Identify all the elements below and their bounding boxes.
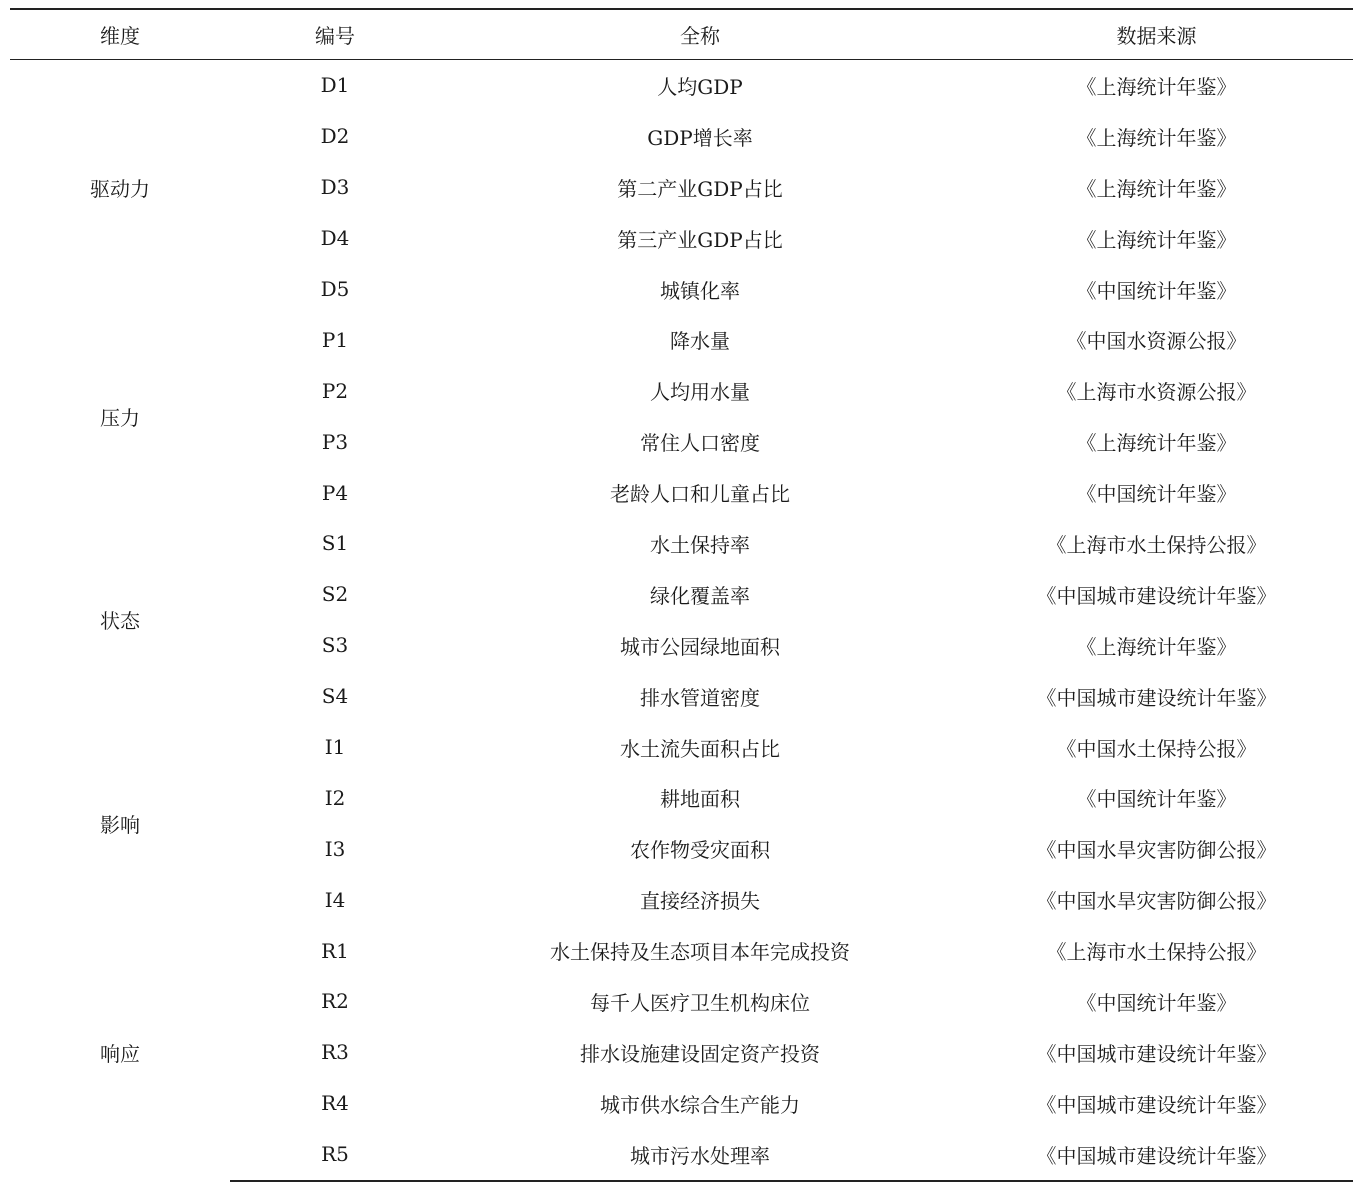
header-code: 编号 [230,9,440,60]
code-cell: S4 [321,684,349,709]
table-row [10,518,1353,569]
source-cell: 《中国城市建设统计年鉴》 [1036,1092,1277,1117]
full-name-cell: 人均用水量 [650,380,750,405]
table-body [10,60,1353,1181]
full-name-cell: 城镇化率 [660,278,740,303]
table-row [10,722,1353,773]
code-cell: R4 [321,1091,349,1116]
full-name-cell: 耕地面积 [660,787,740,812]
table-row [10,314,1353,365]
header-dimension: 维度 [10,9,230,60]
full-name-cell: 城市污水处理率 [440,1129,960,1181]
source-cell: 《上海市水土保持公报》 [1046,940,1267,965]
code-cell: R2 [321,989,349,1014]
code-cell: S1 [321,531,349,556]
full-name-cell: 老龄人口和儿童占比 [610,482,790,507]
source-cell: 《中国统计年鉴》 [1076,787,1237,812]
code-cell: P4 [321,480,349,505]
code-cell: R3 [321,1040,349,1065]
source-cell: 《中国水旱灾害防御公报》 [1036,838,1277,863]
full-name-cell: GDP增长率 [647,125,753,150]
source-cell: 《中国水资源公报》 [1066,329,1247,354]
header-full-name: 全称 [440,9,960,60]
dimension-cell: 响应 [100,1042,140,1067]
full-name-cell: 第三产业GDP占比 [617,227,783,252]
full-name-cell: 绿化覆盖率 [650,583,750,608]
source-cell: 《上海统计年鉴》 [1076,431,1237,456]
full-name-cell: 城市供水综合生产能力 [600,1092,800,1117]
source-cell: 《中国城市建设统计年鉴》 [1036,685,1277,710]
dimension-cell: 影响 [100,812,140,837]
full-name-cell: 每千人医疗卫生机构床位 [590,990,810,1015]
source-cell: 《中国统计年鉴》 [1076,482,1237,507]
code-cell: I1 [324,735,346,760]
full-name-cell: 降水量 [670,329,730,354]
source-cell: 《中国城市建设统计年鉴》 [1036,583,1277,608]
code-cell: R1 [321,938,349,963]
code-cell: P1 [321,327,349,352]
header-row [10,9,1353,60]
source-cell: 《中国水土保持公报》 [1056,736,1257,761]
dimension-cell: 状态 [100,609,140,634]
code-cell: I2 [324,785,346,810]
source-cell: 《上海统计年鉴》 [1076,634,1237,659]
code-cell: D4 [320,226,350,251]
source-cell: 《中国城市建设统计年鉴》 [960,1129,1353,1181]
code-cell: I3 [324,836,346,861]
full-name-cell: 城市公园绿地面积 [620,634,780,659]
full-name-cell: 水土流失面积占比 [620,736,780,761]
source-cell: 《中国统计年鉴》 [1076,990,1237,1015]
code-cell: D3 [320,175,350,200]
code-cell: D1 [320,73,350,98]
source-cell: 《上海市水土保持公报》 [1046,532,1267,557]
code-cell: D5 [320,277,350,301]
table-row [10,60,1353,111]
table-header [10,9,1353,60]
table-row [10,925,1353,976]
source-cell: 《中国城市建设统计年鉴》 [1036,1041,1277,1066]
source-cell: 《上海统计年鉴》 [1076,176,1237,201]
source-cell: 《上海统计年鉴》 [1076,227,1237,252]
code-cell: S3 [321,633,349,658]
source-cell: 《中国统计年鉴》 [1076,278,1237,303]
source-cell: 《上海统计年鉴》 [1076,74,1237,99]
source-cell: 《上海统计年鉴》 [1076,125,1237,150]
dimension-cell: 压力 [100,405,140,430]
full-name-cell: 第二产业GDP占比 [617,176,783,201]
code-cell: P3 [321,429,349,454]
code-cell: I4 [324,887,346,912]
code-cell: P2 [321,378,349,403]
indicator-table-container [10,8,1353,1182]
full-name-cell: 水土保持及生态项目本年完成投资 [550,940,850,965]
code-cell: S2 [321,582,349,607]
code-cell: R5 [230,1129,440,1181]
header-source: 数据来源 [960,9,1353,60]
full-name-cell: 人均GDP [657,74,743,99]
full-name-cell: 常住人口密度 [640,431,760,456]
full-name-cell: 水土保持率 [650,532,750,557]
code-cell: D2 [320,124,350,149]
source-cell: 《中国水旱灾害防御公报》 [1036,889,1277,914]
full-name-cell: 直接经济损失 [640,889,760,914]
full-name-cell: 排水设施建设固定资产投资 [580,1041,820,1066]
indicator-table [10,8,1353,1182]
full-name-cell: 排水管道密度 [640,685,760,710]
dimension-cell: 驱动力 [90,176,150,201]
full-name-cell: 农作物受灾面积 [630,838,770,863]
source-cell: 《上海市水资源公报》 [1056,380,1257,405]
